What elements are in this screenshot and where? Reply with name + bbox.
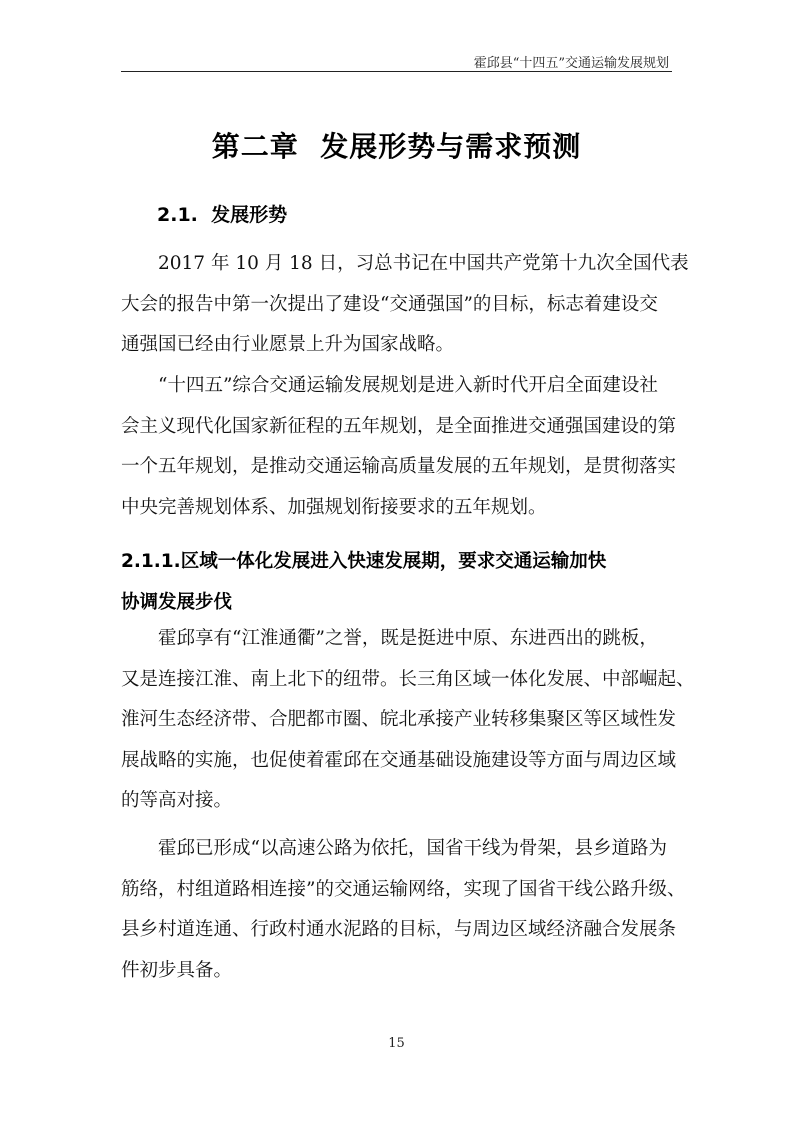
paragraph-line: 筋络，村组道路相连接”的交通运输网络，实现了国省干线公路升级、 bbox=[121, 878, 686, 900]
paragraph-line: 的等高对接。 bbox=[121, 790, 233, 811]
paragraph-line: “十四五”综合交通运输发展规划是进入新时代开启全面建设社 bbox=[158, 375, 658, 396]
paragraph-line: 2017 年 10 月 18 日，习总书记在中国共产党第十九次全国代表 bbox=[158, 253, 689, 274]
paragraph-line: 一个五年规划，是推动交通运输高质量发展的五年规划，是贯彻落实 bbox=[121, 456, 677, 477]
paragraph-1 bbox=[121, 244, 689, 366]
paragraph-line: 展战略的实施，也促使着霍邱在交通基础设施建设等方面与周边区域 bbox=[121, 749, 677, 771]
paragraph-line: 通强国已经由行业愿景上升为国家战略。 bbox=[121, 334, 455, 355]
paragraph-line: 淮河生态经济带、合肥都市圈、皖北承接产业转移集聚区等区域性发 bbox=[121, 709, 677, 730]
chapter-title: 第二章 发展形势与需求预测 bbox=[211, 130, 582, 163]
paragraph-line: 会主义现代化国家新征程的五年规划，是全面推进交通强国建设的第 bbox=[121, 415, 677, 437]
paragraph-2 bbox=[121, 366, 675, 528]
paragraph-line: 大会的报告中第一次提出了建设“交通强国”的目标，标志着建设交 bbox=[121, 293, 658, 315]
subsection-title-line: 2.1.1.区域一体化发展进入快速发展期，要求交通运输加快 bbox=[121, 551, 607, 572]
paragraph-line: 又是连接江淮、南上北下的纽带。长三角区域一体化发展、中部崛起、 bbox=[121, 668, 695, 690]
section-title: 2.1. 发展形势 bbox=[157, 204, 288, 226]
paragraph-4 bbox=[121, 829, 686, 991]
paragraph-line: 霍邱享有“江淮通衢”之誉，既是挺进中原、东进西出的跳板， bbox=[158, 628, 658, 649]
header-divider bbox=[121, 71, 672, 72]
paragraph-line: 件初步具备。 bbox=[121, 959, 233, 981]
paragraph-line: 中央完善规划体系、加强规划衔接要求的五年规划。 bbox=[121, 496, 547, 518]
paragraph-line: 霍邱已形成“以高速公路为依托，国省干线为骨架，县乡道路为 bbox=[158, 838, 667, 859]
subsection-title bbox=[121, 541, 673, 623]
page-number: 15 bbox=[388, 1036, 405, 1051]
paragraph-line: 县乡村道连通、行政村通水泥路的目标，与周边区域经济融合发展条 bbox=[121, 919, 677, 940]
subsection-title-line: 协调发展步伐 bbox=[121, 592, 233, 613]
paragraph-3 bbox=[121, 619, 695, 822]
running-header: 霍邱县“十四五”交通运输发展规划 bbox=[473, 56, 669, 71]
